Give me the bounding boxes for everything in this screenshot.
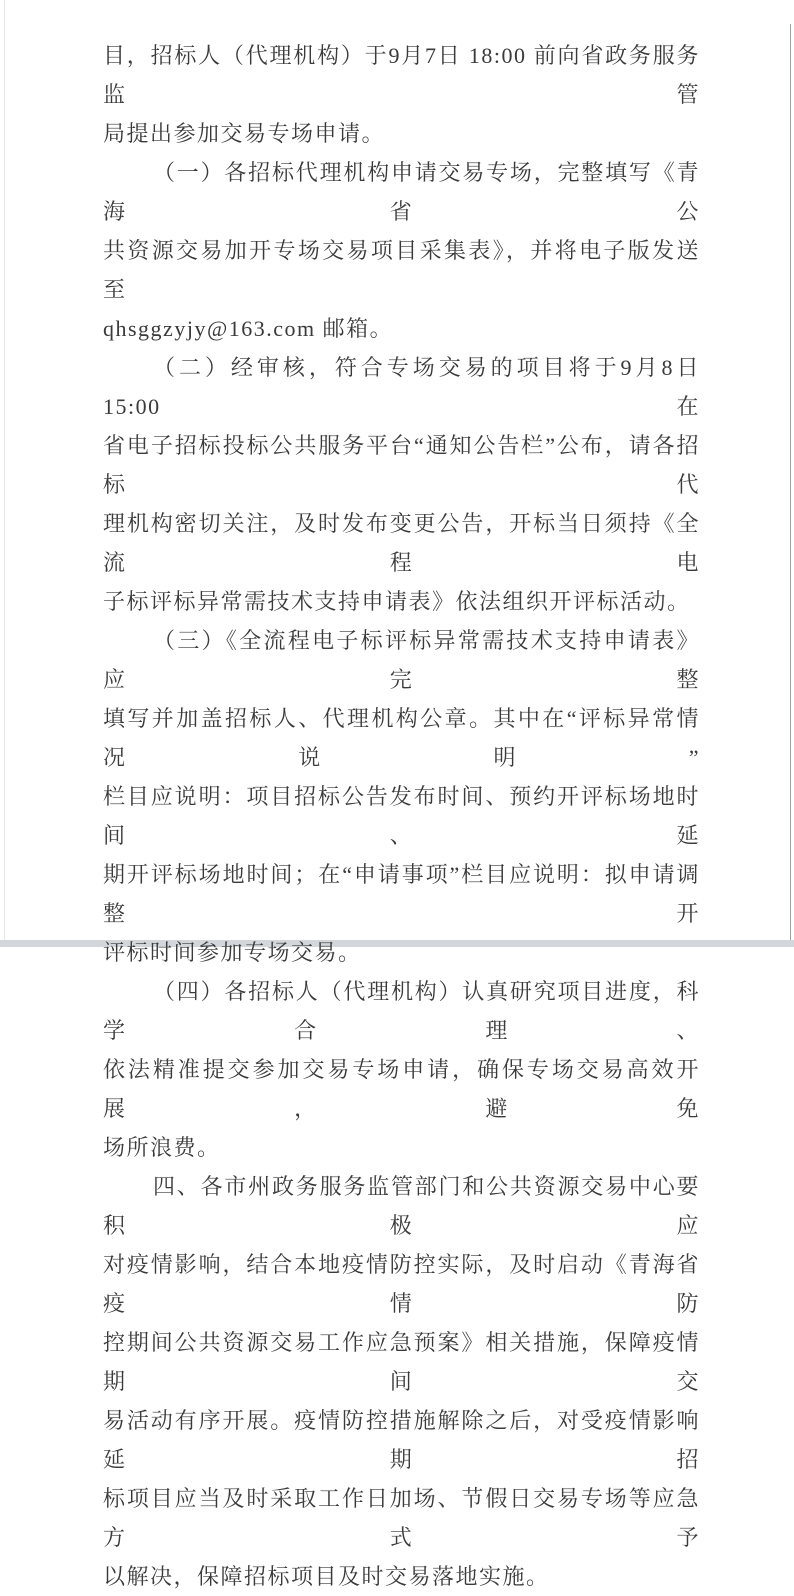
paragraph-6 xyxy=(103,1167,700,1596)
text-line: （一）各招标代理机构申请交易专场，完整填写《青海省公 xyxy=(103,160,700,224)
text-line: 依法精准提交参加交易专场申请，确保专场交易高效开展，避免 xyxy=(103,1057,700,1121)
text-line: （二）经审核，符合专场交易的项目将于9月8日 15:00 在 xyxy=(103,355,700,419)
text-line: 易活动有序开展。疫情防控措施解除之后，对受疫情影响延期招 xyxy=(103,1408,700,1472)
paragraph-4 xyxy=(103,621,700,972)
text-line: 标项目应当及时采取工作日加场、节假日交易专场等应急方式予 xyxy=(103,1486,700,1550)
text-line: 局提出参加交易专场申请。 xyxy=(103,121,386,146)
text-line: （三）《全流程电子标评标异常需技术支持申请表》应完整 xyxy=(103,628,700,692)
text-line: 目，招标人（代理机构）于9月7日 18:00 前向省政务服务监管 xyxy=(103,43,700,107)
text-line: 场所浪费。 xyxy=(103,1135,221,1160)
text-line: 评标时间参加专场交易。 xyxy=(103,940,362,965)
text-line: 控期间公共资源交易工作应急预案》相关措施，保障疫情期间交 xyxy=(103,1330,700,1394)
text-line: 期开评标场地时间；在“申请事项”栏目应说明：拟申请调整开 xyxy=(103,862,700,926)
paragraph-5 xyxy=(103,972,700,1167)
text-line: （四）各招标人（代理机构）认真研究项目进度，科学合理、 xyxy=(103,979,700,1043)
paragraph-1 xyxy=(103,36,700,153)
text-line: 共资源交易加开专场交易项目采集表》，并将电子版发送至 xyxy=(103,238,700,302)
paragraph-3 xyxy=(103,348,700,621)
page-right-edge-line xyxy=(790,24,791,940)
text-line: 四、各市州政务服务监管部门和公共资源交易中心要积极应 xyxy=(103,1174,700,1238)
text-line: qhsggzyjy@163.com 邮箱。 xyxy=(103,316,394,341)
text-line: 省电子招标投标公共服务平台“通知公告栏”公布，请各招标代 xyxy=(103,433,700,497)
text-line: 子标评标异常需技术支持申请表》依法组织开评标活动。 xyxy=(103,589,691,614)
document-text-block xyxy=(103,36,700,1596)
paragraph-2 xyxy=(103,153,700,348)
text-line: 对疫情影响，结合本地疫情防控实际，及时启动《青海省疫情防 xyxy=(103,1252,700,1316)
text-line: 理机构密切关注，及时发布变更公告，开标当日须持《全流程电 xyxy=(103,511,700,575)
page-left-edge-line xyxy=(4,0,5,940)
text-line: 填写并加盖招标人、代理机构公章。其中在“评标异常情况说明” xyxy=(103,706,700,770)
text-line: 栏目应说明：项目招标公告发布时间、预约开评标场地时间、延 xyxy=(103,784,700,848)
text-line: 以解决，保障招标项目及时交易落地实施。 xyxy=(103,1564,550,1589)
